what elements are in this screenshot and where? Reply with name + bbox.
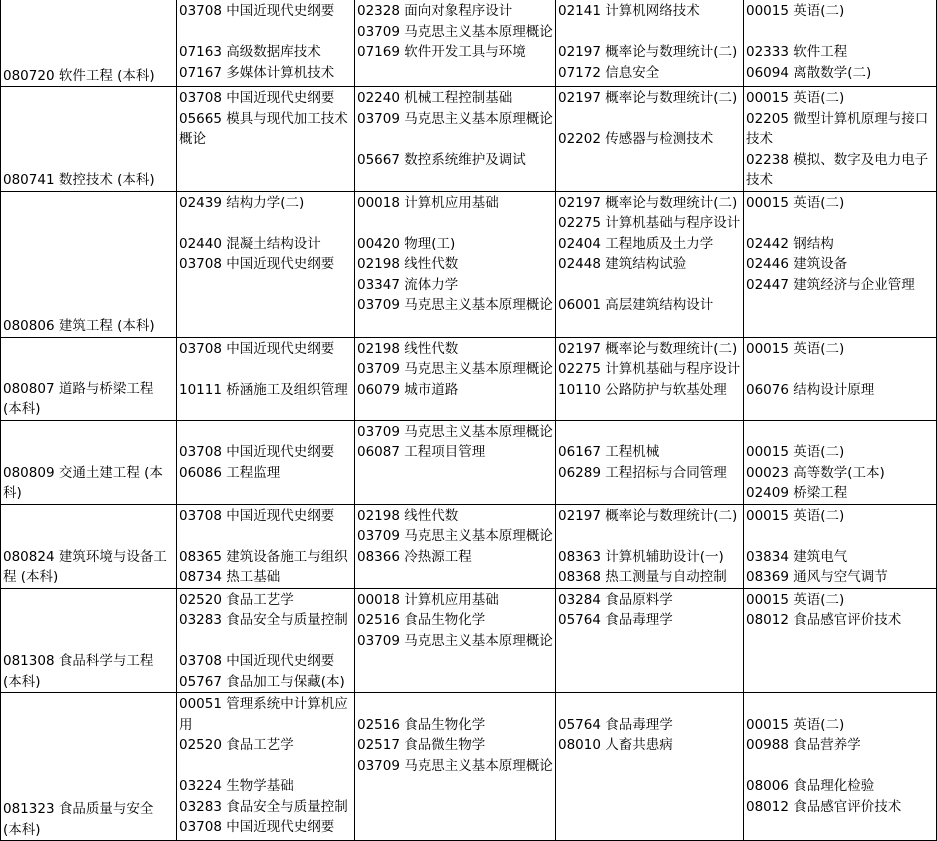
blank-line — [746, 359, 934, 380]
course-entry: 08010 人畜共患病 — [558, 737, 673, 753]
course-entry: 03708 中国近现代史纲要 — [179, 340, 335, 357]
course-entry: 02238 模拟、数字及电力电子技术 — [746, 151, 929, 188]
course-entry: 02198 线性代数 — [357, 256, 459, 272]
course-entry: 06289 工程招标与合同管理 — [558, 464, 727, 481]
major-name: 080807 道路与桥梁工程 (本科) — [3, 380, 158, 417]
course-cell — [744, 420, 937, 504]
blank-line — [558, 694, 741, 715]
blank-line — [746, 756, 934, 777]
major-name-cell — [1, 504, 177, 588]
course-entry: 03347 流体力学 — [357, 276, 459, 293]
blank-line — [179, 631, 352, 652]
table-row — [1, 504, 937, 588]
course-cell — [355, 191, 556, 337]
major-name: 080741 数控技术 (本科) — [3, 172, 155, 188]
course-entry: 03709 马克思主义基本原理概论 — [357, 110, 553, 127]
major-name: 080809 交通土建工程 (本科) — [3, 464, 163, 501]
course-entry: 05764 食品毒理学 — [558, 612, 673, 628]
course-entry: 00015 英语(二) — [746, 507, 845, 524]
table-row — [1, 693, 937, 841]
course-entry: 06094 离散数学(二) — [746, 64, 872, 81]
course-cell — [177, 191, 355, 337]
course-entry: 02141 计算机网络技术 — [558, 3, 700, 19]
major-name-cell — [1, 420, 177, 504]
course-entry: 08368 热工测量与自动控制 — [558, 569, 727, 585]
course-cell — [556, 191, 744, 337]
course-entry: 02197 概率论与数理统计(二) — [558, 44, 738, 60]
course-entry: 03283 食品安全与质量控制 — [179, 798, 348, 815]
major-name-cell — [1, 191, 177, 337]
course-cell — [177, 693, 355, 841]
major-name: 080806 建筑工程 (本科) — [3, 318, 155, 334]
course-cell — [355, 420, 556, 504]
course-cell — [355, 0, 556, 87]
course-entry: 07172 信息安全 — [558, 64, 660, 81]
course-entry: 03708 中国近现代史纲要 — [179, 507, 335, 524]
course-entry: 02198 线性代数 — [357, 507, 459, 524]
course-entry: 03709 马克思主义基本原理概论 — [357, 423, 553, 440]
blank-line — [558, 109, 741, 130]
course-entry: 02197 概率论与数理统计(二) — [558, 194, 738, 211]
course-entry: 02197 概率论与数理统计(二) — [558, 507, 738, 524]
major-name-cell — [1, 337, 177, 420]
course-entry: 03709 马克思主义基本原理概论 — [357, 528, 553, 544]
course-entry: 03284 食品原料学 — [558, 591, 673, 608]
blank-line — [357, 213, 553, 234]
course-cell — [556, 0, 744, 87]
course-entry: 07169 软件开发工具与环境 — [357, 44, 526, 60]
course-cell — [744, 337, 937, 420]
course-entry: 03709 马克思主义基本原理概论 — [357, 23, 553, 40]
course-entry: 00015 英语(二) — [746, 340, 845, 357]
course-entry: 00018 计算机应用基础 — [357, 194, 499, 211]
course-cell — [177, 0, 355, 87]
course-cell — [744, 588, 937, 693]
course-cell — [177, 504, 355, 588]
course-entry: 00015 英语(二) — [746, 444, 845, 460]
blank-line — [558, 422, 741, 443]
course-entry: 06167 工程机械 — [558, 444, 660, 460]
course-entry: 02240 机械工程控制基础 — [357, 90, 513, 106]
course-entry: 05667 数控系统维护及调试 — [357, 151, 526, 168]
blank-line — [746, 694, 934, 715]
blank-line — [179, 756, 352, 777]
course-entry: 02440 混凝土结构设计 — [179, 235, 321, 252]
course-entry: 02442 钢结构 — [746, 235, 834, 252]
course-entry: 05767 食品加工与保藏(本) — [179, 673, 345, 690]
blank-line — [179, 213, 352, 234]
course-cell — [556, 588, 744, 693]
course-entry: 05665 模具与现代加工技术概论 — [179, 110, 348, 147]
course-entry: 02275 计算机基础与程序设计 — [558, 361, 741, 377]
course-entry: 03708 中国近现代史纲要 — [179, 256, 335, 272]
course-entry: 03224 生物学基础 — [179, 778, 294, 794]
blank-line — [357, 694, 553, 715]
blank-line — [746, 422, 934, 443]
course-entry: 00015 英语(二) — [746, 591, 845, 608]
course-entry: 02202 传感器与检测技术 — [558, 131, 714, 147]
course-cell — [744, 0, 937, 87]
course-cell — [744, 693, 937, 841]
course-entry: 02275 计算机基础与程序设计 — [558, 215, 741, 231]
course-entry: 00018 计算机应用基础 — [357, 591, 499, 608]
course-entry: 00015 英语(二) — [746, 90, 845, 106]
blank-line — [558, 275, 741, 296]
course-entry: 08006 食品理化检验 — [746, 778, 875, 794]
major-name-cell — [1, 87, 177, 192]
course-cell — [556, 693, 744, 841]
course-cell — [177, 87, 355, 192]
course-entry: 02517 食品微生物学 — [357, 737, 486, 753]
table-row — [1, 191, 937, 337]
course-entry: 10111 桥涵施工及组织管理 — [179, 381, 348, 398]
course-entry: 06079 城市道路 — [357, 381, 459, 398]
major-name: 081323 食品质量与安全 (本科) — [3, 801, 158, 838]
course-entry: 00015 英语(二) — [746, 194, 845, 211]
course-entry: 06001 高层建筑结构设计 — [558, 297, 714, 313]
course-entry: 07163 高级数据库技术 — [179, 44, 321, 60]
major-name: 080824 建筑环境与设备工程 (本科) — [3, 548, 167, 585]
major-name-cell — [1, 0, 177, 87]
course-entry: 10110 公路防护与软基处理 — [558, 381, 727, 398]
course-entry: 08365 建筑设备施工与组织 — [179, 548, 348, 565]
course-cell — [556, 504, 744, 588]
course-entry: 02333 软件工程 — [746, 44, 848, 60]
course-entry: 02404 工程地质及土力学 — [558, 235, 714, 252]
course-cell — [177, 337, 355, 420]
course-entry: 02516 食品生物化学 — [357, 716, 486, 733]
course-entry: 00023 高等数学(工本) — [746, 464, 885, 481]
table-row — [1, 87, 937, 192]
blank-line — [746, 22, 934, 43]
course-entry: 08012 食品感官评价技术 — [746, 612, 902, 628]
course-cell — [744, 191, 937, 337]
course-entry: 02197 概率论与数理统计(二) — [558, 340, 738, 357]
course-cell — [177, 420, 355, 504]
table-row — [1, 588, 937, 693]
blank-line — [746, 526, 934, 547]
course-entry: 06076 结构设计原理 — [746, 381, 875, 398]
course-entry: 03708 中国近现代史纲要 — [179, 3, 335, 19]
course-entry: 03709 马克思主义基本原理概论 — [357, 297, 553, 313]
course-entry: 03709 马克思主义基本原理概论 — [357, 632, 553, 649]
table-row — [1, 0, 937, 87]
course-entry: 08366 冷热源工程 — [357, 548, 472, 565]
course-entry: 03709 马克思主义基本原理概论 — [357, 361, 553, 377]
course-entry: 00420 物理(工) — [357, 235, 456, 252]
course-entry: 06087 工程项目管理 — [357, 444, 486, 460]
course-cell — [355, 693, 556, 841]
course-entry: 02198 线性代数 — [357, 340, 459, 357]
course-entry: 02446 建筑设备 — [746, 256, 848, 272]
course-entry: 03709 马克思主义基本原理概论 — [357, 757, 553, 774]
course-cell — [556, 337, 744, 420]
course-entry: 00015 英语(二) — [746, 3, 845, 19]
blank-line — [179, 359, 352, 380]
course-entry: 06086 工程监理 — [179, 464, 281, 481]
course-entry: 03708 中国近现代史纲要 — [179, 444, 335, 460]
blank-line — [357, 129, 553, 150]
blank-line — [558, 22, 741, 43]
course-cell — [556, 420, 744, 504]
course-cell — [355, 337, 556, 420]
course-entry: 08734 热工基础 — [179, 569, 281, 585]
course-cell — [355, 504, 556, 588]
blank-line — [558, 526, 741, 547]
course-entry: 07167 多媒体计算机技术 — [179, 64, 335, 81]
course-entry: 00051 管理系统中计算机应用 — [179, 696, 348, 733]
course-entry: 02516 食品生物化学 — [357, 612, 486, 628]
course-entry: 03708 中国近现代史纲要 — [179, 819, 335, 835]
blank-line — [179, 22, 352, 43]
blank-line — [746, 213, 934, 234]
major-name-cell — [1, 588, 177, 693]
course-entry: 02520 食品工艺学 — [179, 737, 294, 753]
course-entry: 02448 建筑结构试验 — [558, 256, 687, 272]
course-cell — [744, 87, 937, 192]
course-entry: 02197 概率论与数理统计(二) — [558, 90, 738, 106]
course-entry: 08369 通风与空气调节 — [746, 569, 888, 585]
course-entry: 02409 桥梁工程 — [746, 485, 848, 501]
course-entry: 00015 英语(二) — [746, 716, 845, 733]
course-entry: 03283 食品安全与质量控制 — [179, 612, 348, 628]
course-cell — [355, 87, 556, 192]
course-entry: 02520 食品工艺学 — [179, 591, 294, 608]
course-entry: 02205 微型计算机原理与接口技术 — [746, 110, 929, 147]
blank-line — [179, 422, 352, 443]
course-entry: 08012 食品感官评价技术 — [746, 798, 902, 815]
course-cell — [177, 588, 355, 693]
course-entry: 02328 面向对象程序设计 — [357, 3, 513, 19]
table-row — [1, 337, 937, 420]
exam-schedule-body — [1, 0, 937, 841]
course-cell — [355, 588, 556, 693]
course-cell — [556, 87, 744, 192]
course-entry: 00988 食品营养学 — [746, 737, 861, 753]
course-entry: 03708 中国近现代史纲要 — [179, 653, 335, 669]
course-entry: 08363 计算机辅助设计(一) — [558, 548, 724, 565]
course-entry: 02439 结构力学(二) — [179, 194, 305, 211]
course-cell — [744, 504, 937, 588]
course-entry: 02447 建筑经济与企业管理 — [746, 276, 915, 293]
table-row — [1, 420, 937, 504]
course-entry: 03708 中国近现代史纲要 — [179, 90, 335, 106]
course-entry: 03834 建筑电气 — [746, 548, 848, 565]
course-entry: 05764 食品毒理学 — [558, 716, 673, 733]
blank-line — [179, 526, 352, 547]
major-name-cell — [1, 693, 177, 841]
major-name: 080720 软件工程 (本科) — [3, 67, 155, 84]
major-name: 081308 食品科学与工程 (本科) — [3, 653, 158, 690]
